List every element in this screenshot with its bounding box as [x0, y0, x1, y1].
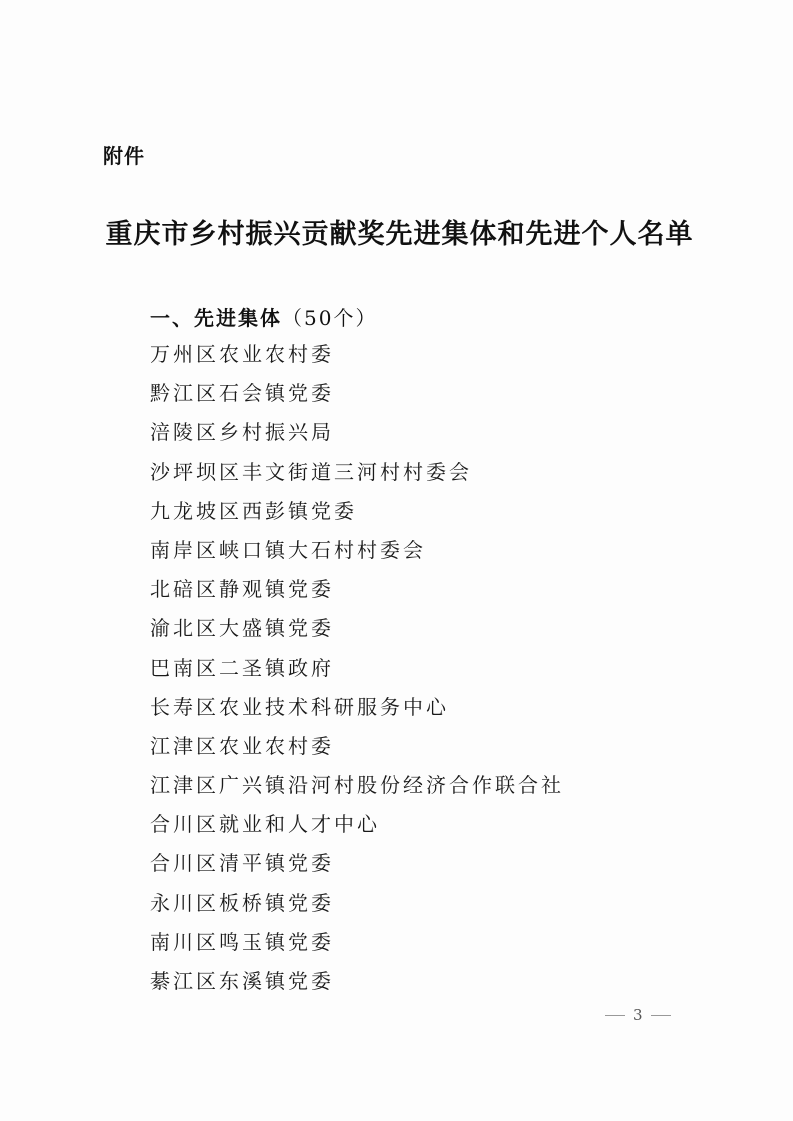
- list-item: 渝北区大盛镇党委: [150, 616, 334, 641]
- list-item: 綦江区东溪镇党委: [150, 969, 334, 993]
- document-title: 重庆市乡村振兴贡献奖先进集体和先进个人名单: [105, 219, 694, 250]
- list-item: 沙坪坝区丰文街道三河村村委会: [150, 459, 472, 484]
- list-item: 永川区板桥镇党委: [150, 890, 334, 915]
- list-item: 江津区广兴镇沿河村股份经济合作联合社: [150, 773, 564, 798]
- section-count: （50个）: [282, 306, 378, 330]
- list-item: 万州区农业农村委: [150, 342, 334, 366]
- list-item: 江津区农业农村委: [150, 733, 334, 758]
- section-heading-text: 一、先进集体: [150, 306, 282, 330]
- list-item: 长寿区农业技术科研服务中心: [150, 694, 449, 719]
- page-number-dash-left: [605, 1015, 625, 1016]
- list-item: 合川区清平镇党委: [150, 851, 334, 876]
- page-number-dash-right: [651, 1015, 671, 1016]
- list-item: 巴南区二圣镇政府: [150, 655, 334, 680]
- section-heading: [150, 302, 377, 331]
- list-item: 黔江区石会镇党委: [150, 381, 334, 406]
- list-item: 南川区鸣玉镇党委: [150, 929, 334, 954]
- collective-list: [150, 342, 564, 1008]
- list-item: 北碚区静观镇党委: [150, 577, 334, 602]
- list-item: 九龙坡区西彭镇党委: [150, 498, 357, 523]
- page-number-value: 3: [633, 1006, 643, 1024]
- list-item: 涪陵区乡村振兴局: [150, 420, 334, 445]
- list-item: 合川区就业和人才中心: [150, 812, 380, 837]
- list-item: 南岸区峡口镇大石村村委会: [150, 537, 426, 562]
- attachment-label: 附件: [103, 144, 145, 168]
- page-number: [605, 1006, 685, 1024]
